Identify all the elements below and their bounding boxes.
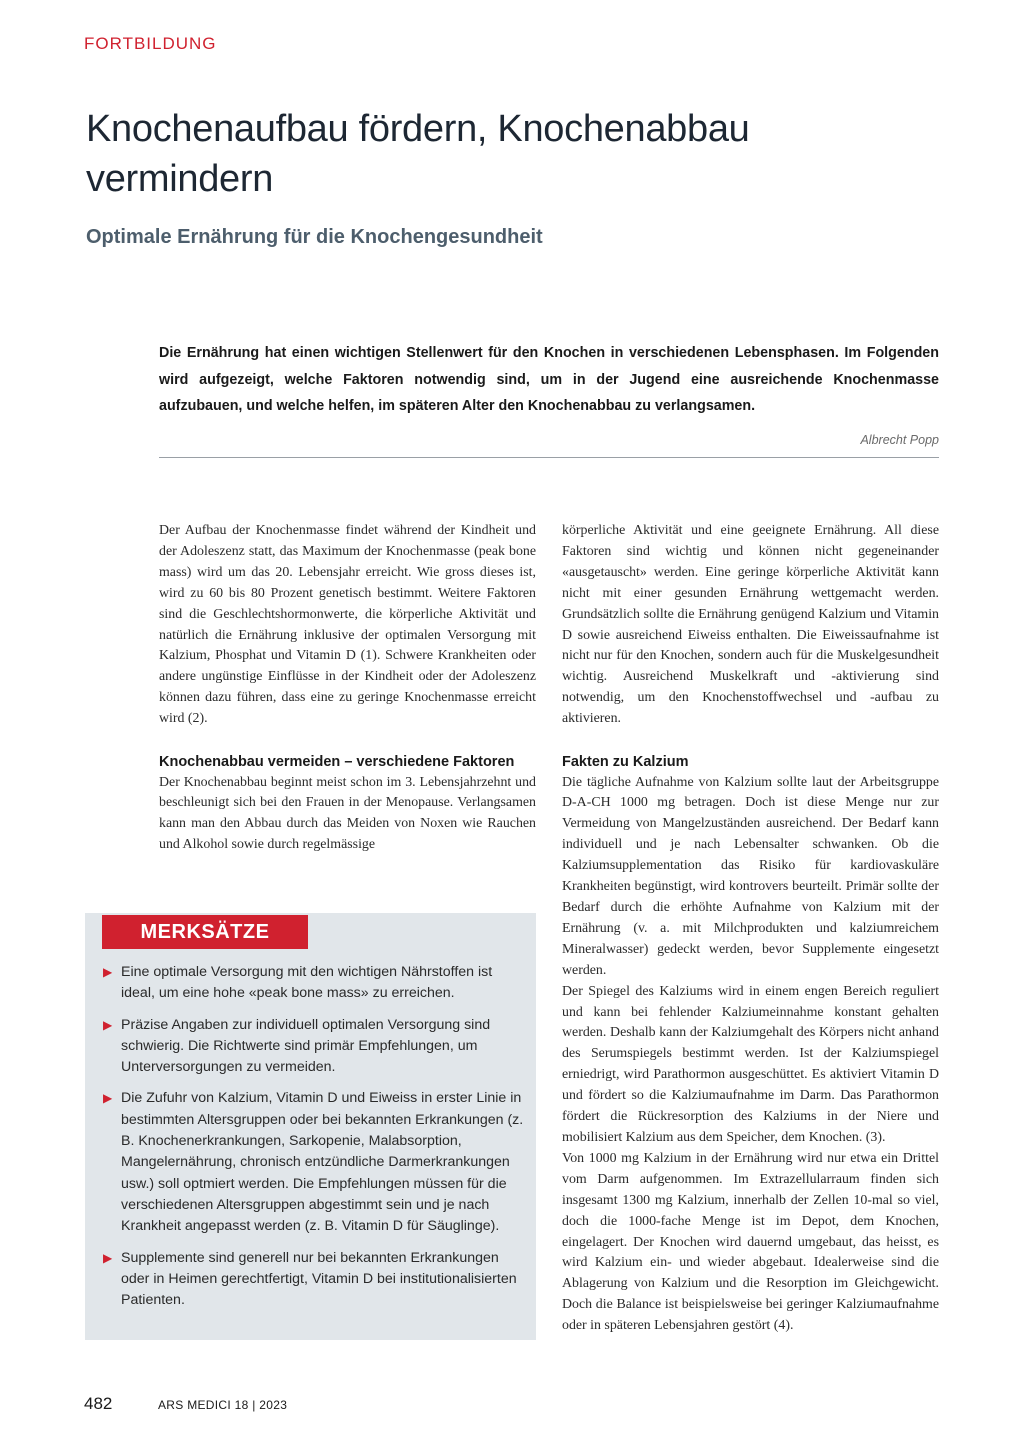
section-label: FORTBILDUNG	[84, 34, 217, 53]
merksatz-item	[103, 1088, 528, 1237]
merksaetze-list	[103, 962, 528, 1321]
article-title: Knochenaufbau fördern, Knochenabbau vermindern	[86, 108, 750, 200]
body-paragraph: Der Spiegel des Kalziums wird in einem engen Bereich reguliert und kann bei fehlender Kalziumeinnahme konstant gehalten werden. Deshalb kann der Kalziumgehalt des Körpers nicht anhand des Serumspiegels bestimmt werden. Ist der Kalziumspiegel erniedrigt, wird Parathormon ausgeschüttet. Es aktiviert Vitamin D und fördert so die Kalziumaufnahme im Darm. Das Parathormon fördert die Rückresorption des Kalziums in der Niere und mobilisiert Kalzium aus dem Speicher, dem Knochen. (3).	[562, 983, 939, 1145]
lead-divider	[159, 457, 939, 458]
body-paragraph: Von 1000 mg Kalzium in der Ernährung wird nur etwa ein Drittel vom Darm aufgenommen. Im Extrazellularraum finden sich insgesamt 1300 mg Kalzium, innerhalb der Zellen 10-mal so viel, doch die 1000-fache Menge ist im Depot, dem Knochen, eingelagert. Der Knochen wird dauernd umgebaut, das heisst, es wird Kalzium ein- und wieder abgebaut. Idealerweise sind die Ablagerung von Kalzium und die Resorption im Gleichgewicht. Doch die Balance ist beispielsweise bei geringer Kalziumaufnahme oder in späteren Lebensjahren gestört (4).	[562, 1150, 939, 1334]
merksatz-text: Präzise Angaben zur individuell optimalen Versorgung sind schwierig. Die Richtwerte sind primär Empfehlungen, um Unterversorgungen zu vermeiden.	[121, 1016, 491, 1076]
merksatz-text: Die Zufuhr von Kalzium, Vitamin D und Eiweiss in erster Linie in bestimmten Altersgruppen oder bei bekannten Erkrankungen (z. B. Knochenerkrankungen, Sarkopenie, Malabsorption, Mangelernährung, chronisch entzündliche Darmerkrankungen usw.) soll optmiert werden. Die Empfehlungen müssen für die verschiedenen Altersgruppen abgestimmt sein und je nach Krankheit angepasst werden (z. B. Vitamin D für Säuglinge).	[121, 1090, 524, 1235]
body-paragraph: Die tägliche Aufnahme von Kalzium sollte laut der Arbeitsgruppe D-A-CH 1000 mg betragen. Doch ist diese Menge nur zur Vermeidung von Mangelzuständen ausreichend. Der Bedarf kann individuell und je nach Lebensalter schwanken. Ob die Kalziumsupplementation das Risiko für kardiovaskuläre Krankheiten begünstigt, wird kontrovers beurteilt. Primär sollte der Bedarf durch die erhöhte Aufnahme von Kalzium mit der Ernährung (v. a. mit Milchprodukten und kalziumreichem Mineralwasser) gedeckt werden, bevor Supplemente eingesetzt werden.	[562, 774, 939, 978]
triangle-right-icon: ▶	[103, 1017, 113, 1032]
body-column-left	[159, 521, 536, 856]
page-number: 482	[84, 1394, 113, 1413]
lead-paragraph: Die Ernährung hat einen wichtigen Stellenwert für den Knochen in verschiedenen Lebensphasen. Im Folgenden wird aufgezeigt, welche Faktoren notwendig sind, um in der Jugend eine ausreichende Knochenmasse aufzubauen, und welche helfen, im späteren Alter den Knochenabbau zu verlangsamen.	[159, 345, 939, 414]
merksatz-text: Eine optimale Versorgung mit den wichtigen Nährstoffen ist ideal, um eine hohe «peak bone mass» zu erreichen.	[121, 964, 493, 1002]
merksatz-item	[103, 962, 528, 1005]
merksaetze-label: MERKSÄTZE	[102, 915, 308, 949]
triangle-right-icon: ▶	[103, 965, 113, 979]
body-paragraph: Der Knochenabbau beginnt meist schon im 3. Lebensjahrzehnt und beschleunigt sich bei den Frauen in der Menopause. Verlangsamen kann man den Abbau durch das Meiden von Noxen wie Rauchen und Alkohol sowie durch regelmässige	[159, 774, 536, 853]
journal-info: ARS MEDICI 18 | 2023	[158, 1398, 288, 1412]
section-heading: Fakten zu Kalzium	[562, 754, 689, 771]
merksatz-item	[103, 1015, 528, 1079]
merksatz-item	[103, 1248, 528, 1312]
article-subtitle: Optimale Ernährung für die Knochengesundheit	[86, 226, 543, 248]
body-paragraph: körperliche Aktivität und eine geeignete Ernährung. All diese Faktoren sind wichtig und können nicht gegeneinander «ausgetauscht» werden. Eine geringe körperliche Aktivität kann nicht mit einer gesunden Ernährung wettgemacht werden. Grundsätzlich sollte die Ernährung genügend Kalzium und Vitamin D sowie ausreichend Eiweiss enthalten. Die Eiweissaufnahme ist nicht nur für den Knochen, sondern auch für die Muskelgesundheit wichtig. Ausreichend Muskelkraft und -aktivierung sind notwendig, um den Knochenstoffwechsel und -aufbau zu aktivieren.	[562, 523, 939, 727]
author-name: Albrecht Popp	[860, 433, 939, 447]
triangle-right-icon: ▶	[103, 1250, 113, 1265]
merksatz-text: Supplemente sind generell nur bei bekannten Erkrankungen oder in Heimen gerechtfertigt, Vitamin D bei institutionalisierten Patienten.	[121, 1249, 517, 1309]
body-column-right	[562, 521, 939, 1337]
body-paragraph: Der Aufbau der Knochenmasse findet während der Kindheit und der Adoleszenz statt, das Maximum der Knochenmasse (peak bone mass) wird um das 20. Lebensjahr erreicht. Wie gross dieses ist, wird zu 60 bis 80 Prozent genetisch bestimmt. Weitere Faktoren sind die Geschlechtshormonwerte, die körperliche Aktivität und natürlich die Ernährung inklusive der optimalen Versorgung mit Kalzium, Phosphat und Vitamin D (1). Schwere Krankheiten oder andere ungünstige Einflüsse in der Kindheit oder der Adoleszenz können dazu führen, dass eine zu geringe Knochenmasse erreicht wird (2).	[159, 523, 536, 727]
section-heading: Knochenabbau vermeiden – verschiedene Faktoren	[159, 754, 515, 771]
triangle-right-icon: ▶	[103, 1091, 113, 1106]
